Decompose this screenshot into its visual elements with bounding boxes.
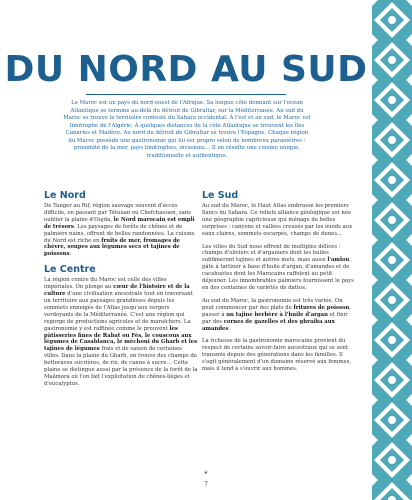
- intro-paragraph: Le Maroc est un pays du nord-ouest de l'Afrique. Sa longue côte donnant sur l'océan Atlantique se termine au-delà du détroit de Gibraltar, sur la Méditerranée. Au sud du Maroc se trouve le territoire contesté du Sahara occidental. À l'est et au sud, le Maroc est limitrophe de l'Algérie. À quelques distances de la côte Atlantique se trouvent les îles Canaries et Madère. Au nord du détroit de Gibraltar se trouve l'Espagne. Chaque région du Maroc possède une gastronomie qui lui est propre selon de nombreux paramètres : proximité de la mer, pays limitrophes, invasions… Il en résulte une cuisine unique, traditionnelle et authentique.: [63, 100, 311, 159]
- page-title: DU NORD AU SUD: [4, 49, 368, 90]
- title-underline: [86, 94, 286, 95]
- nord-paragraph: De Tanger au Rif, région sauvage souvent d'accès difficile, en passant par Tétouan ou Chefchaouen, sans oublier la plaine d'Oujda, le Nord marocain est empli de trésors. Les paysages de forêts de chênes et de palmiers nains, offrent de belles randonnées. La cuisine du Nord est riche en fruits de mer, fromages de chèvre, soupes aux légumes secs et tajines de poissons.: [44, 203, 195, 258]
- left-column: [44, 190, 198, 394]
- page-number: 7: [204, 481, 208, 488]
- sud-paragraph-4: La richesse de la gastronomie marocaine provient du respect de certains savoir-faire ancestraux qui se sont transmis depuis des générations dans les familles. Il s'agit généralement d'un domaine réservé aux femmes, mais il tend à s'ouvrir aux hommes.: [202, 338, 352, 373]
- ornament-icon: ❦: [203, 470, 209, 476]
- decorative-moroccan-border: [372, 0, 412, 500]
- sud-paragraph-1: Au sud du Maroc, le Haut Atlas embrasse les premiers flancs du Sahara. Ce reliefs alliance géologique est née une géographie capricieuse qui ménage de belles surprises : canyons et vallées creusés par les oueds aux eaux claires, sommets escarpés, champs de dunes…: [202, 203, 353, 237]
- sud-paragraph-3: Au sud du Maroc, la gastronomie est très variée. On peut commencer par des plats de fritures de poisson, passer à un tajine berbère à l'huile d'argan et finir par des cornes de gazelles et des ghraiba aux amandes.: [202, 297, 352, 332]
- section-heading-sud: Le Sud: [202, 190, 239, 201]
- section-heading-nord: Le Nord: [44, 190, 86, 201]
- sud-paragraph-2: Les villes du Sud nous offrent de multiples délices : champs d'oliviers et d'arganiers dont les huiles sublimeront tajines et autres mets, mais aussi l'amlou, pâte à tartiner à base d'huile d'argan, d'amandes et de cacahuètes dont les Marocains raffolent au petit déjeuner. Les innombrables palmiers fournissent le pays en des centaines de variétés de dattes.: [202, 243, 354, 291]
- centre-paragraph: La région centre du Maroc est celle des villes impériales. On plonge au cœur de l'histoire et de la culture d'une civilisation ancestrale tout en traversant un territoire aux paysages grandioses depuis les sommets enneigés de l'Atlas jusqu'aux vergers verdoyants de la Méditerranée. C'est une région qui regorge de productions agricoles et de maraîchers. La gastronomie y est raffinée comme le prouvent les pâtisseries fines de Rabat ou Fès, le couscous aux légumes de Casablanca, le méchoui du Gharb et les tajines de légumes frais et de saison de certaines villes. Dans la plaine du Gharb, on trouve des champs de betteraves sucrières, de riz, de canne à sucre… Cette plaine se distingue aussi par la présence de la forêt de la Maâmora où l'on fait l'exploitation de chênes-lièges et d'eucalyptus.: [44, 277, 198, 387]
- right-column: [202, 190, 356, 379]
- section-heading-centre: Le Centre: [44, 264, 96, 276]
